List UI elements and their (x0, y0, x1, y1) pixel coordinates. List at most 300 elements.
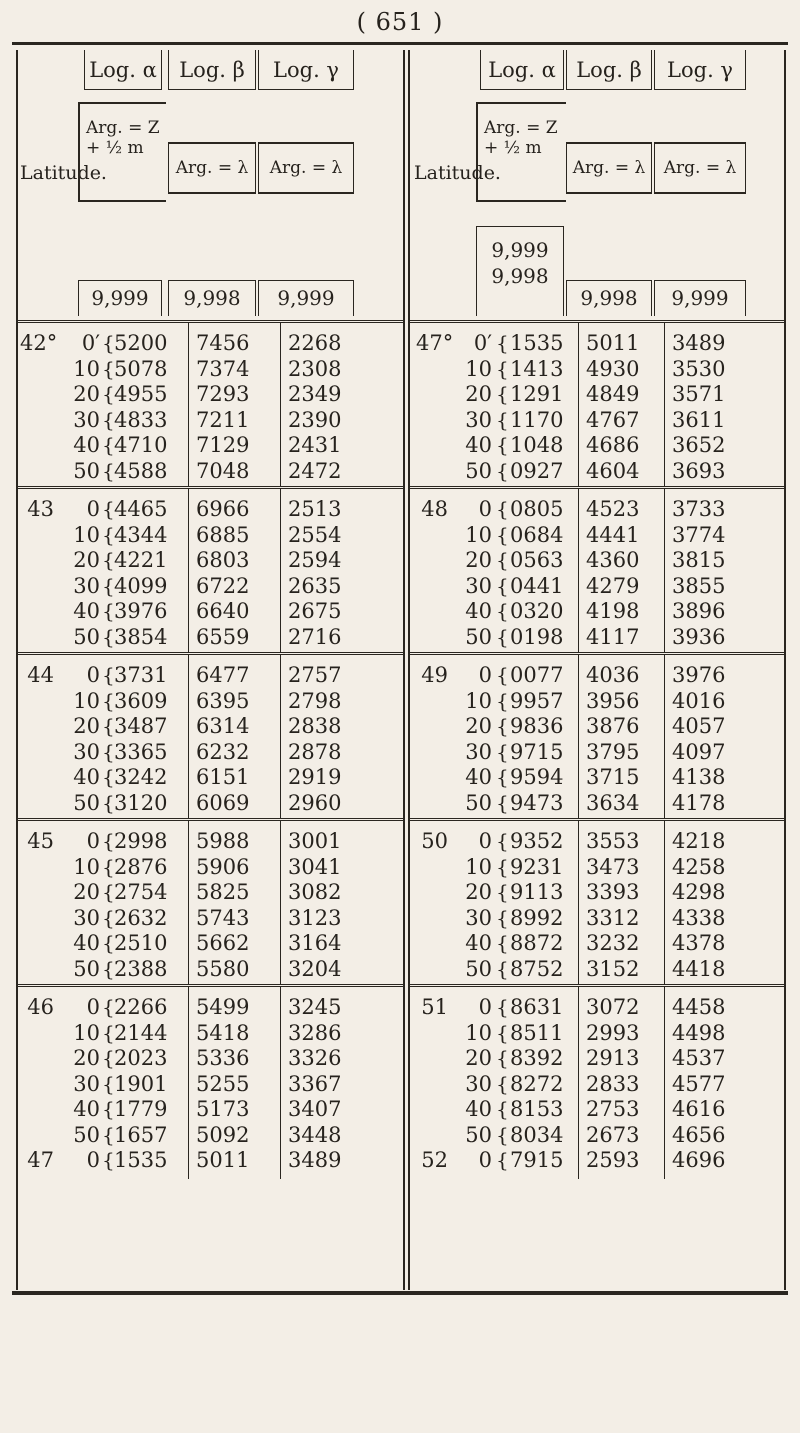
log-alpha-cell: 8992 (510, 905, 564, 930)
degree-cell: 46 (27, 995, 54, 1019)
brace-mark: { (496, 1071, 509, 1096)
log-alpha-cell: 0563 (510, 548, 564, 572)
minute-cell: 40 (465, 599, 492, 623)
latitude-group (410, 987, 784, 1179)
log-gamma-cell: 4537 (672, 1046, 726, 1070)
log-alpha-cell: 4955 (114, 382, 168, 406)
log-beta-cell: 7293 (196, 382, 250, 406)
table-row (18, 497, 403, 523)
table-row (410, 433, 784, 459)
table-row (18, 1097, 403, 1123)
brace-mark: { (102, 1071, 115, 1096)
table-row (410, 357, 784, 383)
table-row (18, 1021, 403, 1047)
minute-cell: 10 (73, 854, 100, 879)
minute-cell: 10 (465, 522, 492, 547)
minute-cell: 10 (73, 688, 100, 713)
log-beta-cell: 6640 (196, 599, 250, 623)
log-alpha-cell: 9231 (510, 854, 564, 879)
brace-mark: { (496, 356, 509, 381)
table-row (18, 459, 403, 485)
minute-cell: 40 (465, 433, 492, 457)
log-gamma-cell: 4298 (672, 880, 726, 904)
log-beta-cell: 3232 (586, 931, 640, 955)
log-alpha-cell: 9715 (510, 739, 564, 764)
log-alpha-cell: 3976 (114, 599, 168, 623)
table-row (18, 689, 403, 715)
log-alpha-cell: 2876 (114, 854, 168, 879)
log-beta-cell: 5825 (196, 880, 250, 904)
minute-cell: 50 (73, 790, 100, 815)
table-row (410, 740, 784, 766)
brace-mark: { (496, 624, 509, 649)
brace-mark: { (102, 548, 115, 572)
table-row (18, 548, 403, 574)
table-row (18, 433, 403, 459)
log-alpha-cell: 3609 (114, 688, 168, 713)
log-alpha-cell: 4465 (114, 497, 168, 521)
brace-mark: { (496, 433, 509, 457)
log-alpha-cell: 8631 (510, 995, 564, 1019)
log-alpha-cell: 1170 (510, 407, 564, 432)
minute-cell: 20 (465, 548, 492, 572)
brace-mark: { (102, 663, 115, 687)
table-row (18, 791, 403, 817)
table-header (410, 50, 784, 323)
brace-mark: { (496, 739, 509, 764)
table-row (18, 995, 403, 1021)
log-alpha-cell: 9836 (510, 714, 564, 738)
table-row (410, 1021, 784, 1047)
log-alpha-cell: 4833 (114, 407, 168, 432)
log-alpha-cell: 4099 (114, 573, 168, 598)
table-left (16, 50, 405, 1290)
log-beta-cell: 4198 (586, 599, 640, 623)
minute-cell: 30 (465, 573, 492, 598)
log-gamma-cell: 3611 (672, 407, 726, 432)
log-beta-cell: 5743 (196, 905, 250, 930)
brace-mark: { (496, 931, 509, 955)
brace-mark: { (496, 1020, 509, 1045)
log-beta-cell: 4604 (586, 458, 640, 483)
minute-cell: 0 (478, 995, 492, 1019)
log-gamma-cell: 2349 (288, 382, 342, 406)
brace-mark: { (102, 739, 115, 764)
log-gamma-header: Log. γ (258, 50, 354, 90)
log-gamma-cell: 2390 (288, 407, 342, 432)
table-row (18, 906, 403, 932)
latitude-group (410, 489, 784, 655)
minute-cell: 0 (478, 663, 492, 687)
brace-mark: { (102, 497, 115, 521)
arg-lambda-header-2: Arg. = λ (654, 142, 746, 194)
degree-cell: 44 (27, 663, 54, 687)
mod-beta-header: 9,998 (566, 280, 652, 316)
latitude-group (18, 323, 403, 489)
log-alpha-cell: 1901 (114, 1071, 168, 1096)
log-beta-cell: 2593 (586, 1148, 640, 1172)
minute-cell: 30 (73, 407, 100, 432)
table-row (410, 599, 784, 625)
log-beta-cell: 5662 (196, 931, 250, 955)
minute-cell: 0′ (81, 331, 100, 355)
page-number: ( 651 ) (356, 8, 444, 36)
brace-mark: { (102, 599, 115, 623)
table-row (410, 855, 784, 881)
log-beta-cell: 5011 (196, 1148, 250, 1172)
brace-mark: { (496, 382, 509, 406)
minute-cell: 20 (73, 1046, 100, 1070)
brace-mark: { (102, 356, 115, 381)
table-row (18, 1123, 403, 1149)
table-row (410, 408, 784, 434)
log-alpha-cell: 0198 (510, 624, 564, 649)
log-alpha-cell: 2266 (114, 995, 168, 1019)
log-gamma-cell: 3326 (288, 1046, 342, 1070)
minute-cell: 0 (86, 497, 100, 521)
brace-mark: { (496, 331, 509, 355)
table-row (410, 791, 784, 817)
brace-mark: { (496, 829, 509, 853)
log-gamma-cell: 4178 (672, 790, 726, 815)
table-row (410, 689, 784, 715)
table-row (410, 995, 784, 1021)
table-row (410, 1046, 784, 1072)
table-row (410, 1123, 784, 1149)
log-beta-cell: 4360 (586, 548, 640, 572)
mod-beta-header: 9,998 (168, 280, 256, 316)
log-alpha-cell: 0077 (510, 663, 564, 687)
log-gamma-cell: 3245 (288, 995, 342, 1019)
log-gamma-cell: 3855 (672, 573, 726, 598)
brace-mark: { (102, 956, 115, 981)
log-gamma-cell: 2308 (288, 356, 342, 381)
minute-cell: 40 (465, 931, 492, 955)
brace-mark: { (496, 790, 509, 815)
log-beta-cell: 2753 (586, 1097, 640, 1121)
log-beta-cell: 7211 (196, 407, 250, 432)
log-alpha-cell: 0684 (510, 522, 564, 547)
degree-cell: 52 (421, 1148, 448, 1172)
log-beta-cell: 4849 (586, 382, 640, 406)
log-beta-cell: 6151 (196, 765, 250, 789)
log-alpha-cell: 8872 (510, 931, 564, 955)
log-gamma-cell: 3204 (288, 956, 342, 981)
mod-gamma-header: 9,999 (258, 280, 354, 316)
table-row (18, 574, 403, 600)
log-gamma-cell: 2757 (288, 663, 342, 687)
brace-mark: { (102, 433, 115, 457)
brace-mark: { (102, 880, 115, 904)
log-beta-cell: 5336 (196, 1046, 250, 1070)
mod-gamma-header: 9,999 (654, 280, 746, 316)
log-beta-cell: 3795 (586, 739, 640, 764)
table-row (410, 382, 784, 408)
minute-cell: 10 (465, 356, 492, 381)
table-row (410, 906, 784, 932)
table-row (18, 625, 403, 651)
log-gamma-cell: 2472 (288, 458, 342, 483)
minute-cell: 30 (465, 739, 492, 764)
log-alpha-cell: 2754 (114, 880, 168, 904)
log-gamma-cell: 3489 (672, 331, 726, 355)
minute-cell: 50 (465, 458, 492, 483)
log-beta-cell: 5092 (196, 1122, 250, 1147)
table-header (18, 50, 403, 323)
table-row (410, 574, 784, 600)
log-gamma-cell: 4616 (672, 1097, 726, 1121)
bottom-rule (12, 1291, 788, 1295)
minute-cell: 40 (73, 931, 100, 955)
table-row (410, 765, 784, 791)
minute-cell: 0 (478, 497, 492, 521)
brace-mark: { (496, 548, 509, 572)
log-alpha-cell: 7915 (510, 1148, 564, 1172)
minute-cell: 50 (73, 956, 100, 981)
log-alpha-cell: 3242 (114, 765, 168, 789)
log-gamma-cell: 4016 (672, 688, 726, 713)
log-gamma-cell: 2878 (288, 739, 342, 764)
brace-mark: { (496, 956, 509, 981)
latitude-header: Latitude. (20, 162, 107, 184)
brace-mark: { (102, 573, 115, 598)
brace-mark: { (102, 714, 115, 738)
minute-cell: 20 (465, 714, 492, 738)
table-row (18, 1148, 403, 1174)
brace-mark: { (496, 880, 509, 904)
brace-mark: { (496, 905, 509, 930)
brace-mark: { (102, 1097, 115, 1121)
log-beta-cell: 6722 (196, 573, 250, 598)
log-beta-cell: 3553 (586, 829, 640, 853)
brace-mark: { (102, 458, 115, 483)
log-gamma-cell: 3976 (672, 663, 726, 687)
log-alpha-cell: 2023 (114, 1046, 168, 1070)
table-row (18, 931, 403, 957)
log-beta-cell: 5580 (196, 956, 250, 981)
minute-cell: 0 (86, 995, 100, 1019)
brace-mark: { (496, 407, 509, 432)
log-beta-cell: 3634 (586, 790, 640, 815)
brace-mark: { (496, 599, 509, 623)
table-row (410, 880, 784, 906)
log-beta-cell: 3473 (586, 854, 640, 879)
log-alpha-cell: 1779 (114, 1097, 168, 1121)
log-gamma-cell: 2960 (288, 790, 342, 815)
log-gamma-cell: 3407 (288, 1097, 342, 1121)
arg-lambda-header-1: Arg. = λ (566, 142, 652, 194)
log-gamma-cell: 3652 (672, 433, 726, 457)
log-alpha-cell: 4588 (114, 458, 168, 483)
log-beta-cell: 4523 (586, 497, 640, 521)
brace-mark: { (102, 1020, 115, 1045)
log-gamma-cell: 4138 (672, 765, 726, 789)
table-row (18, 382, 403, 408)
log-gamma-cell: 3041 (288, 854, 342, 879)
log-beta-cell: 3715 (586, 765, 640, 789)
log-gamma-cell: 3936 (672, 624, 726, 649)
log-beta-cell: 4686 (586, 433, 640, 457)
arg-lambda-header-1: Arg. = λ (168, 142, 256, 194)
log-gamma-cell: 3530 (672, 356, 726, 381)
minute-cell: 40 (465, 765, 492, 789)
minute-cell: 40 (465, 1097, 492, 1121)
log-gamma-cell: 4057 (672, 714, 726, 738)
minute-cell: 50 (465, 956, 492, 981)
log-alpha-cell: 2144 (114, 1020, 168, 1045)
minute-cell: 50 (465, 790, 492, 815)
minute-cell: 30 (465, 905, 492, 930)
log-beta-cell: 6559 (196, 624, 250, 649)
minute-cell: 10 (465, 688, 492, 713)
log-gamma-cell: 4656 (672, 1122, 726, 1147)
brace-mark: { (102, 522, 115, 547)
table-row (410, 931, 784, 957)
table-row (18, 829, 403, 855)
log-alpha-cell: 4344 (114, 522, 168, 547)
table-row (18, 1046, 403, 1072)
log-gamma-cell: 2635 (288, 573, 342, 598)
arg-z-header: Arg. = Z + ½ m (476, 102, 566, 202)
log-beta-cell: 4767 (586, 407, 640, 432)
log-alpha-cell: 5200 (114, 331, 168, 355)
minute-cell: 20 (73, 714, 100, 738)
log-beta-cell: 3312 (586, 905, 640, 930)
log-beta-cell: 6395 (196, 688, 250, 713)
mod-alpha-header: 9,999 (78, 280, 162, 316)
log-alpha-cell: 9113 (510, 880, 564, 904)
brace-mark: { (496, 522, 509, 547)
log-beta-cell: 4117 (586, 624, 640, 649)
log-gamma-cell: 4258 (672, 854, 726, 879)
table-right (408, 50, 786, 1290)
log-gamma-cell: 4218 (672, 829, 726, 853)
degree-cell: 45 (27, 829, 54, 853)
log-alpha-cell: 8511 (510, 1020, 564, 1045)
log-gamma-cell: 4498 (672, 1020, 726, 1045)
minute-cell: 10 (73, 356, 100, 381)
log-alpha-cell: 1535 (114, 1148, 168, 1172)
log-alpha-cell: 1048 (510, 433, 564, 457)
log-gamma-cell: 4458 (672, 995, 726, 1019)
log-beta-cell: 2993 (586, 1020, 640, 1045)
brace-mark: { (102, 995, 115, 1019)
degree-cell: 49 (421, 663, 448, 687)
log-alpha-cell: 8272 (510, 1071, 564, 1096)
log-gamma-cell: 2594 (288, 548, 342, 572)
log-gamma-cell: 3815 (672, 548, 726, 572)
log-alpha-cell: 0927 (510, 458, 564, 483)
log-gamma-cell: 3774 (672, 522, 726, 547)
log-beta-cell: 3956 (586, 688, 640, 713)
brace-mark: { (496, 458, 509, 483)
log-gamma-cell: 3571 (672, 382, 726, 406)
table-row (410, 1148, 784, 1174)
latitude-group (18, 821, 403, 987)
log-gamma-cell: 2919 (288, 765, 342, 789)
minute-cell: 10 (465, 1020, 492, 1045)
brace-mark: { (496, 573, 509, 598)
brace-mark: { (496, 714, 509, 738)
log-alpha-cell: 2510 (114, 931, 168, 955)
log-alpha-cell: 0805 (510, 497, 564, 521)
log-beta-cell: 2673 (586, 1122, 640, 1147)
brace-mark: { (102, 905, 115, 930)
degree-cell: 42° (20, 331, 58, 355)
table-row (410, 497, 784, 523)
log-alpha-cell: 3120 (114, 790, 168, 815)
log-alpha-cell: 0441 (510, 573, 564, 598)
latitude-group (410, 821, 784, 987)
minute-cell: 50 (465, 1122, 492, 1147)
log-gamma-cell: 3123 (288, 905, 342, 930)
log-gamma-cell: 3286 (288, 1020, 342, 1045)
log-gamma-cell: 2513 (288, 497, 342, 521)
log-alpha-cell: 3487 (114, 714, 168, 738)
log-beta-cell: 5906 (196, 854, 250, 879)
log-beta-cell: 4930 (586, 356, 640, 381)
degree-cell: 51 (421, 995, 448, 1019)
log-beta-cell: 6966 (196, 497, 250, 521)
minute-cell: 20 (73, 880, 100, 904)
brace-mark: { (496, 663, 509, 687)
degree-cell: 47° (416, 331, 454, 355)
log-gamma-cell: 3693 (672, 458, 726, 483)
minute-cell: 0 (478, 829, 492, 853)
log-gamma-header: Log. γ (654, 50, 746, 90)
minute-cell: 30 (73, 573, 100, 598)
minute-cell: 30 (465, 407, 492, 432)
brace-mark: { (102, 1148, 115, 1172)
log-gamma-cell: 2431 (288, 433, 342, 457)
latitude-group (18, 655, 403, 821)
table-row (18, 663, 403, 689)
brace-mark: { (496, 765, 509, 789)
minute-cell: 20 (465, 382, 492, 406)
log-beta-cell: 3072 (586, 995, 640, 1019)
minute-cell: 0 (86, 1148, 100, 1172)
brace-mark: { (102, 931, 115, 955)
minute-cell: 0 (478, 1148, 492, 1172)
log-alpha-cell: 4710 (114, 433, 168, 457)
degree-cell: 43 (27, 497, 54, 521)
log-beta-cell: 7374 (196, 356, 250, 381)
table-row (18, 740, 403, 766)
arg-z-header: Arg. = Z + ½ m (78, 102, 166, 202)
log-gamma-cell: 4696 (672, 1148, 726, 1172)
log-gamma-cell: 2554 (288, 522, 342, 547)
minute-cell: 20 (73, 382, 100, 406)
table-row (410, 625, 784, 651)
table-row (410, 523, 784, 549)
minute-cell: 10 (73, 1020, 100, 1045)
log-alpha-cell: 8752 (510, 956, 564, 981)
brace-mark: { (102, 829, 115, 853)
log-gamma-cell: 2838 (288, 714, 342, 738)
table-row (18, 599, 403, 625)
log-gamma-cell: 3733 (672, 497, 726, 521)
log-gamma-cell: 4418 (672, 956, 726, 981)
log-alpha-cell: 1413 (510, 356, 564, 381)
log-alpha-cell: 1535 (510, 331, 564, 355)
log-beta-cell: 6885 (196, 522, 250, 547)
minute-cell: 30 (73, 1071, 100, 1096)
table-row (18, 357, 403, 383)
brace-mark: { (496, 854, 509, 879)
log-beta-cell: 2833 (586, 1071, 640, 1096)
brace-mark: { (496, 1097, 509, 1121)
log-alpha-cell: 2388 (114, 956, 168, 981)
